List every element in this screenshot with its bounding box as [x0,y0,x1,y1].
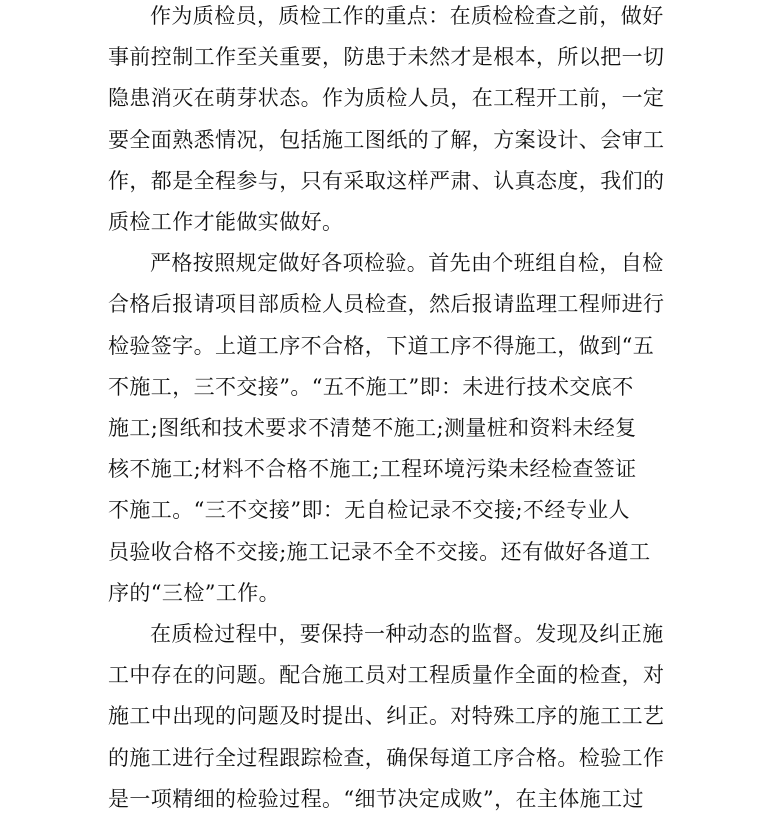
text-line: 隐患消灭在萌芽状态。作为质检人员，在工程开工前，一定 [108,86,665,111]
text-line: 合格后报请项目部质检人员检查，然后报请监理工程师进行 [108,292,665,317]
text-line: 施工;图纸和技术要求不清楚不施工;测量桩和资料未经复 [108,416,637,441]
text-line: 的施工进行全过程跟踪检查，确保每道工序合格。检验工作 [108,745,665,770]
text-line: 员验收合格不交接;施工记录不全不交接。还有做好各道工 [108,539,651,564]
text-line: 施工中出现的问题及时提出、纠正。对特殊工序的施工工艺 [108,704,665,729]
text-line: 严格按照规定做好各项检验。首先由个班组自检，自检 [150,251,664,276]
paragraph-inspection-rules [108,243,664,614]
text-line: 不施工，三不交接”。“五不施工”即：未进行技术交底不 [108,374,634,399]
text-line: 要全面熟悉情况，包括施工图纸的了解，方案设计、会审工 [108,127,665,152]
text-line: 作为质检员，质检工作的重点：在质检检查之前，做好 [150,4,664,28]
text-line: 在质检过程中，要保持一种动态的监督。发现及纠正施 [150,622,664,647]
paragraph-quality-inspector-focus [108,0,664,243]
text-line: 序的“三检”工作。 [108,580,281,605]
paragraph-dynamic-supervision [108,614,664,820]
text-line: 工中存在的问题。配合施工员对工程质量作全面的检查，对 [108,663,665,688]
text-line: 核不施工;材料不合格不施工;工程环境污染未经检查签证 [108,457,637,482]
text-line: 不施工。“三不交接”即：无自检记录不交接;不经专业人 [108,498,630,523]
text-line: 作，都是全程参与，只有采取这样严肃、认真态度，我们的 [108,168,665,193]
text-line: 质检工作才能做实做好。 [108,210,344,235]
document-body [108,0,664,820]
text-line: 是一项精细的检验过程。“细节决定成败”，在主体施工过 [108,786,644,811]
text-line: 事前控制工作至关重要，防患于未然才是根本，所以把一切 [108,45,665,70]
text-line: 检验签字。上道工序不合格，下道工序不得施工，做到“五 [108,333,655,358]
